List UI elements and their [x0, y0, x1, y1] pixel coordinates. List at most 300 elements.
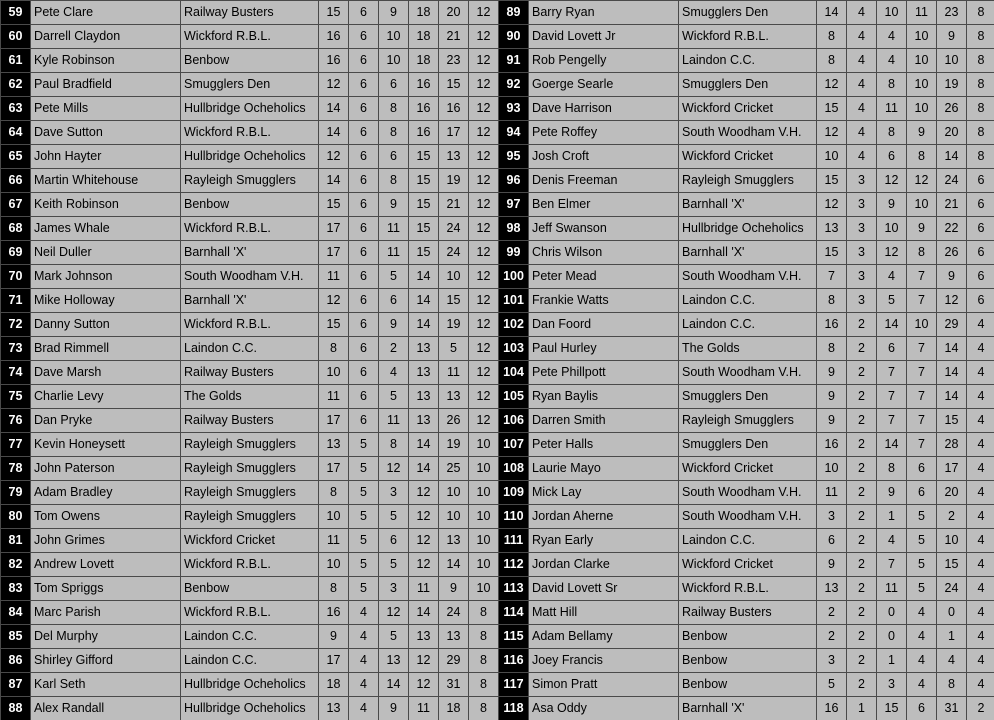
right-position-cell: 99 [499, 241, 529, 265]
left-points-cell: 12 [469, 385, 499, 409]
left-lost-cell: 5 [379, 385, 409, 409]
right-team-name-cell: South Woodham V.H. [679, 121, 817, 145]
left-played-cell: 15 [319, 193, 349, 217]
right-player-name-cell: Jeff Swanson [529, 217, 679, 241]
left-played-cell: 13 [319, 697, 349, 720]
right-player-name-cell: Chris Wilson [529, 241, 679, 265]
left-legs-against-cell: 10 [439, 505, 469, 529]
right-won-cell: 2 [847, 385, 877, 409]
left-legs-against-cell: 11 [439, 361, 469, 385]
right-position-cell: 95 [499, 145, 529, 169]
left-played-cell: 12 [319, 145, 349, 169]
right-legs-for-cell: 10 [907, 97, 937, 121]
left-legs-against-cell: 19 [439, 169, 469, 193]
right-won-cell: 2 [847, 361, 877, 385]
right-team-name-cell: The Golds [679, 337, 817, 361]
left-lost-cell: 9 [379, 193, 409, 217]
right-legs-for-cell: 5 [907, 553, 937, 577]
left-legs-against-cell: 23 [439, 49, 469, 73]
right-team-name-cell: Benbow [679, 673, 817, 697]
left-lost-cell: 6 [379, 529, 409, 553]
right-points-cell: 6 [967, 289, 994, 313]
right-legs-against-cell: 1 [937, 625, 967, 649]
left-team-name-cell: Benbow [181, 49, 319, 73]
table-row [1, 409, 994, 433]
left-legs-for-cell: 13 [409, 385, 439, 409]
right-played-cell: 16 [817, 433, 847, 457]
left-points-cell: 10 [469, 577, 499, 601]
left-lost-cell: 4 [379, 361, 409, 385]
right-legs-against-cell: 9 [937, 265, 967, 289]
right-lost-cell: 7 [877, 409, 907, 433]
left-won-cell: 6 [349, 169, 379, 193]
table-row [1, 1, 994, 25]
right-legs-for-cell: 5 [907, 529, 937, 553]
right-played-cell: 13 [817, 577, 847, 601]
right-team-name-cell: Hullbridge Ocheholics [679, 217, 817, 241]
right-team-name-cell: Smugglers Den [679, 1, 817, 25]
left-player-name-cell: Dan Pryke [31, 409, 181, 433]
right-position-cell: 110 [499, 505, 529, 529]
right-lost-cell: 4 [877, 49, 907, 73]
left-legs-for-cell: 13 [409, 409, 439, 433]
left-points-cell: 10 [469, 457, 499, 481]
table-row [1, 433, 994, 457]
right-legs-for-cell: 7 [907, 337, 937, 361]
table-row [1, 241, 994, 265]
left-team-name-cell: Rayleigh Smugglers [181, 457, 319, 481]
table-row [1, 265, 994, 289]
right-player-name-cell: Goerge Searle [529, 73, 679, 97]
right-points-cell: 4 [967, 361, 994, 385]
right-won-cell: 2 [847, 649, 877, 673]
right-legs-against-cell: 20 [937, 481, 967, 505]
right-position-cell: 101 [499, 289, 529, 313]
right-played-cell: 13 [817, 217, 847, 241]
table-row [1, 673, 994, 697]
right-player-name-cell: David Lovett Sr [529, 577, 679, 601]
left-played-cell: 12 [319, 289, 349, 313]
left-position-cell: 86 [1, 649, 31, 673]
right-legs-for-cell: 9 [907, 121, 937, 145]
right-legs-for-cell: 8 [907, 241, 937, 265]
left-lost-cell: 3 [379, 577, 409, 601]
left-won-cell: 6 [349, 25, 379, 49]
right-played-cell: 2 [817, 601, 847, 625]
table-row [1, 577, 994, 601]
right-lost-cell: 0 [877, 625, 907, 649]
rankings-body [1, 1, 994, 720]
left-lost-cell: 3 [379, 481, 409, 505]
right-legs-against-cell: 14 [937, 337, 967, 361]
right-legs-for-cell: 5 [907, 505, 937, 529]
right-played-cell: 7 [817, 265, 847, 289]
left-legs-against-cell: 13 [439, 385, 469, 409]
left-legs-for-cell: 12 [409, 553, 439, 577]
right-legs-against-cell: 8 [937, 673, 967, 697]
left-legs-against-cell: 19 [439, 433, 469, 457]
right-player-name-cell: Ryan Early [529, 529, 679, 553]
right-won-cell: 2 [847, 673, 877, 697]
right-player-name-cell: Ben Elmer [529, 193, 679, 217]
left-position-cell: 85 [1, 625, 31, 649]
left-played-cell: 17 [319, 409, 349, 433]
left-team-name-cell: Smugglers Den [181, 73, 319, 97]
left-position-cell: 73 [1, 337, 31, 361]
right-legs-against-cell: 24 [937, 577, 967, 601]
right-legs-against-cell: 9 [937, 25, 967, 49]
left-team-name-cell: Barnhall 'X' [181, 289, 319, 313]
right-won-cell: 2 [847, 457, 877, 481]
right-played-cell: 5 [817, 673, 847, 697]
right-played-cell: 3 [817, 505, 847, 529]
left-player-name-cell: Alex Randall [31, 697, 181, 720]
left-player-name-cell: Martin Whitehouse [31, 169, 181, 193]
right-lost-cell: 11 [877, 97, 907, 121]
table-row [1, 361, 994, 385]
right-player-name-cell: Matt Hill [529, 601, 679, 625]
left-team-name-cell: Hullbridge Ocheholics [181, 145, 319, 169]
right-legs-for-cell: 10 [907, 313, 937, 337]
left-won-cell: 4 [349, 649, 379, 673]
right-team-name-cell: Laindon C.C. [679, 529, 817, 553]
left-legs-for-cell: 14 [409, 433, 439, 457]
left-legs-against-cell: 26 [439, 409, 469, 433]
table-row [1, 529, 994, 553]
right-points-cell: 4 [967, 625, 994, 649]
right-legs-against-cell: 22 [937, 217, 967, 241]
right-lost-cell: 8 [877, 457, 907, 481]
right-position-cell: 92 [499, 73, 529, 97]
left-legs-against-cell: 24 [439, 601, 469, 625]
table-row [1, 73, 994, 97]
left-position-cell: 60 [1, 25, 31, 49]
left-team-name-cell: Wickford R.B.L. [181, 553, 319, 577]
right-player-name-cell: Jordan Clarke [529, 553, 679, 577]
left-points-cell: 12 [469, 49, 499, 73]
right-lost-cell: 12 [877, 241, 907, 265]
left-position-cell: 64 [1, 121, 31, 145]
left-position-cell: 79 [1, 481, 31, 505]
table-row [1, 481, 994, 505]
left-legs-for-cell: 14 [409, 457, 439, 481]
left-team-name-cell: Wickford Cricket [181, 529, 319, 553]
left-player-name-cell: Pete Clare [31, 1, 181, 25]
left-player-name-cell: John Hayter [31, 145, 181, 169]
left-lost-cell: 6 [379, 145, 409, 169]
right-played-cell: 12 [817, 73, 847, 97]
left-played-cell: 11 [319, 385, 349, 409]
right-lost-cell: 10 [877, 217, 907, 241]
right-won-cell: 4 [847, 1, 877, 25]
right-legs-for-cell: 4 [907, 649, 937, 673]
left-team-name-cell: Rayleigh Smugglers [181, 169, 319, 193]
left-team-name-cell: Wickford R.B.L. [181, 217, 319, 241]
right-player-name-cell: Peter Mead [529, 265, 679, 289]
right-player-name-cell: Pete Phillpott [529, 361, 679, 385]
left-legs-against-cell: 15 [439, 289, 469, 313]
left-player-name-cell: Brad Rimmell [31, 337, 181, 361]
left-played-cell: 16 [319, 601, 349, 625]
left-position-cell: 59 [1, 1, 31, 25]
right-legs-for-cell: 7 [907, 433, 937, 457]
left-team-name-cell: Hullbridge Ocheholics [181, 697, 319, 720]
right-legs-against-cell: 0 [937, 601, 967, 625]
right-points-cell: 4 [967, 577, 994, 601]
right-points-cell: 4 [967, 529, 994, 553]
right-team-name-cell: Wickford Cricket [679, 457, 817, 481]
left-position-cell: 61 [1, 49, 31, 73]
right-won-cell: 3 [847, 217, 877, 241]
left-played-cell: 10 [319, 361, 349, 385]
right-team-name-cell: Wickford Cricket [679, 145, 817, 169]
right-position-cell: 91 [499, 49, 529, 73]
left-won-cell: 6 [349, 121, 379, 145]
left-points-cell: 12 [469, 169, 499, 193]
left-won-cell: 6 [349, 217, 379, 241]
left-legs-for-cell: 12 [409, 673, 439, 697]
left-legs-for-cell: 13 [409, 625, 439, 649]
right-lost-cell: 8 [877, 121, 907, 145]
left-won-cell: 6 [349, 97, 379, 121]
right-player-name-cell: Joey Francis [529, 649, 679, 673]
right-lost-cell: 1 [877, 505, 907, 529]
right-won-cell: 2 [847, 313, 877, 337]
right-played-cell: 9 [817, 385, 847, 409]
left-points-cell: 12 [469, 1, 499, 25]
left-player-name-cell: Adam Bradley [31, 481, 181, 505]
left-legs-against-cell: 24 [439, 217, 469, 241]
table-row [1, 121, 994, 145]
right-legs-for-cell: 6 [907, 697, 937, 720]
right-won-cell: 4 [847, 145, 877, 169]
right-position-cell: 93 [499, 97, 529, 121]
left-team-name-cell: Hullbridge Ocheholics [181, 97, 319, 121]
right-lost-cell: 4 [877, 25, 907, 49]
left-lost-cell: 8 [379, 121, 409, 145]
left-position-cell: 68 [1, 217, 31, 241]
left-player-name-cell: Tom Spriggs [31, 577, 181, 601]
left-points-cell: 8 [469, 697, 499, 720]
right-team-name-cell: Rayleigh Smugglers [679, 409, 817, 433]
left-player-name-cell: Karl Seth [31, 673, 181, 697]
right-lost-cell: 3 [877, 673, 907, 697]
left-lost-cell: 5 [379, 553, 409, 577]
right-position-cell: 116 [499, 649, 529, 673]
right-position-cell: 89 [499, 1, 529, 25]
left-legs-against-cell: 20 [439, 1, 469, 25]
left-played-cell: 15 [319, 1, 349, 25]
left-team-name-cell: South Woodham V.H. [181, 265, 319, 289]
left-legs-against-cell: 19 [439, 313, 469, 337]
left-points-cell: 12 [469, 97, 499, 121]
right-won-cell: 3 [847, 289, 877, 313]
right-won-cell: 2 [847, 409, 877, 433]
right-played-cell: 8 [817, 49, 847, 73]
left-legs-for-cell: 18 [409, 25, 439, 49]
right-won-cell: 2 [847, 433, 877, 457]
right-lost-cell: 7 [877, 553, 907, 577]
right-won-cell: 2 [847, 553, 877, 577]
left-won-cell: 6 [349, 361, 379, 385]
right-team-name-cell: Barnhall 'X' [679, 241, 817, 265]
left-points-cell: 10 [469, 505, 499, 529]
right-position-cell: 115 [499, 625, 529, 649]
left-position-cell: 70 [1, 265, 31, 289]
right-player-name-cell: Mick Lay [529, 481, 679, 505]
left-team-name-cell: Barnhall 'X' [181, 241, 319, 265]
left-position-cell: 71 [1, 289, 31, 313]
left-played-cell: 9 [319, 625, 349, 649]
right-played-cell: 14 [817, 1, 847, 25]
right-lost-cell: 5 [877, 289, 907, 313]
right-played-cell: 8 [817, 337, 847, 361]
left-player-name-cell: Danny Sutton [31, 313, 181, 337]
left-points-cell: 12 [469, 337, 499, 361]
right-points-cell: 8 [967, 49, 994, 73]
right-team-name-cell: Wickford R.B.L. [679, 25, 817, 49]
right-lost-cell: 12 [877, 169, 907, 193]
left-team-name-cell: Railway Busters [181, 409, 319, 433]
right-points-cell: 4 [967, 601, 994, 625]
right-lost-cell: 7 [877, 385, 907, 409]
left-position-cell: 62 [1, 73, 31, 97]
right-points-cell: 8 [967, 25, 994, 49]
left-player-name-cell: Neil Duller [31, 241, 181, 265]
left-player-name-cell: Andrew Lovett [31, 553, 181, 577]
left-played-cell: 17 [319, 649, 349, 673]
right-points-cell: 4 [967, 313, 994, 337]
left-position-cell: 83 [1, 577, 31, 601]
left-team-name-cell: Rayleigh Smugglers [181, 433, 319, 457]
right-won-cell: 3 [847, 169, 877, 193]
right-legs-for-cell: 11 [907, 1, 937, 25]
left-legs-against-cell: 31 [439, 673, 469, 697]
right-points-cell: 8 [967, 73, 994, 97]
right-player-name-cell: Barry Ryan [529, 1, 679, 25]
right-player-name-cell: Dave Harrison [529, 97, 679, 121]
right-position-cell: 96 [499, 169, 529, 193]
right-position-cell: 105 [499, 385, 529, 409]
left-won-cell: 5 [349, 433, 379, 457]
left-played-cell: 10 [319, 505, 349, 529]
left-legs-for-cell: 12 [409, 505, 439, 529]
right-won-cell: 4 [847, 121, 877, 145]
right-played-cell: 15 [817, 169, 847, 193]
left-points-cell: 8 [469, 649, 499, 673]
left-points-cell: 12 [469, 241, 499, 265]
left-player-name-cell: Charlie Levy [31, 385, 181, 409]
right-legs-against-cell: 14 [937, 385, 967, 409]
right-played-cell: 9 [817, 361, 847, 385]
left-points-cell: 12 [469, 265, 499, 289]
left-played-cell: 11 [319, 265, 349, 289]
left-team-name-cell: Laindon C.C. [181, 625, 319, 649]
left-won-cell: 6 [349, 145, 379, 169]
left-legs-against-cell: 24 [439, 241, 469, 265]
right-player-name-cell: Jordan Aherne [529, 505, 679, 529]
left-legs-against-cell: 21 [439, 25, 469, 49]
left-position-cell: 78 [1, 457, 31, 481]
left-points-cell: 12 [469, 361, 499, 385]
left-played-cell: 8 [319, 337, 349, 361]
right-player-name-cell: Denis Freeman [529, 169, 679, 193]
right-team-name-cell: Laindon C.C. [679, 49, 817, 73]
left-points-cell: 10 [469, 433, 499, 457]
right-team-name-cell: Smugglers Den [679, 433, 817, 457]
left-legs-for-cell: 18 [409, 1, 439, 25]
left-played-cell: 8 [319, 577, 349, 601]
left-points-cell: 10 [469, 481, 499, 505]
right-won-cell: 2 [847, 601, 877, 625]
left-legs-for-cell: 15 [409, 217, 439, 241]
left-player-name-cell: Mark Johnson [31, 265, 181, 289]
right-position-cell: 90 [499, 25, 529, 49]
left-lost-cell: 11 [379, 409, 409, 433]
right-position-cell: 106 [499, 409, 529, 433]
right-legs-for-cell: 10 [907, 25, 937, 49]
left-won-cell: 4 [349, 625, 379, 649]
right-legs-for-cell: 10 [907, 73, 937, 97]
table-row [1, 25, 994, 49]
right-lost-cell: 1 [877, 649, 907, 673]
right-legs-for-cell: 7 [907, 409, 937, 433]
right-lost-cell: 9 [877, 481, 907, 505]
left-legs-against-cell: 29 [439, 649, 469, 673]
left-player-name-cell: John Grimes [31, 529, 181, 553]
right-team-name-cell: Smugglers Den [679, 385, 817, 409]
right-team-name-cell: Smugglers Den [679, 73, 817, 97]
right-player-name-cell: Frankie Watts [529, 289, 679, 313]
left-legs-for-cell: 15 [409, 193, 439, 217]
left-player-name-cell: Del Murphy [31, 625, 181, 649]
left-points-cell: 10 [469, 553, 499, 577]
right-player-name-cell: Adam Bellamy [529, 625, 679, 649]
right-points-cell: 6 [967, 265, 994, 289]
right-legs-for-cell: 7 [907, 265, 937, 289]
left-lost-cell: 12 [379, 601, 409, 625]
table-row [1, 457, 994, 481]
right-played-cell: 16 [817, 313, 847, 337]
left-legs-for-cell: 16 [409, 97, 439, 121]
left-played-cell: 13 [319, 433, 349, 457]
right-position-cell: 108 [499, 457, 529, 481]
left-legs-for-cell: 14 [409, 601, 439, 625]
left-legs-for-cell: 12 [409, 529, 439, 553]
left-won-cell: 6 [349, 193, 379, 217]
right-team-name-cell: Benbow [679, 649, 817, 673]
right-legs-against-cell: 20 [937, 121, 967, 145]
left-player-name-cell: Kyle Robinson [31, 49, 181, 73]
right-player-name-cell: Josh Croft [529, 145, 679, 169]
right-points-cell: 4 [967, 505, 994, 529]
table-row [1, 217, 994, 241]
table-row [1, 169, 994, 193]
right-player-name-cell: Asa Oddy [529, 697, 679, 720]
right-legs-for-cell: 7 [907, 385, 937, 409]
left-lost-cell: 6 [379, 289, 409, 313]
left-points-cell: 8 [469, 625, 499, 649]
left-legs-for-cell: 15 [409, 169, 439, 193]
right-legs-against-cell: 10 [937, 49, 967, 73]
left-legs-for-cell: 11 [409, 577, 439, 601]
right-points-cell: 2 [967, 697, 994, 720]
right-position-cell: 114 [499, 601, 529, 625]
right-position-cell: 104 [499, 361, 529, 385]
right-player-name-cell: Ryan Baylis [529, 385, 679, 409]
right-legs-against-cell: 26 [937, 241, 967, 265]
table-row [1, 193, 994, 217]
